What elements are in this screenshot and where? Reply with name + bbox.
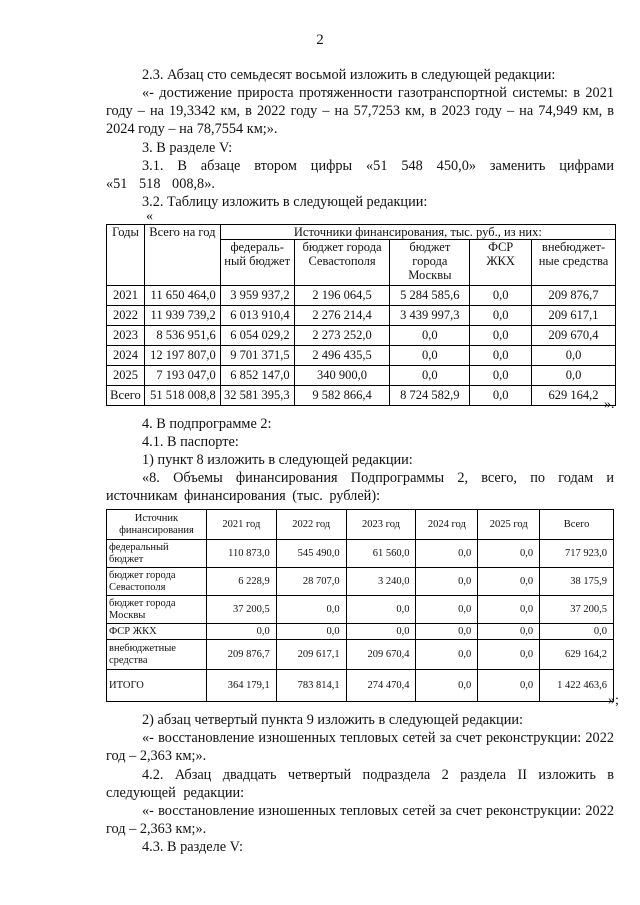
cell-moscow: 3 439 997,3	[390, 306, 470, 326]
cell-total: 0,0	[540, 624, 614, 640]
header-extrabudget: внебюджет- ные средства	[532, 240, 616, 286]
cell-extrabudget: 209 617,1	[532, 306, 616, 326]
table-row-total	[107, 386, 616, 406]
cell-moscow: 0,0	[390, 366, 470, 386]
cell-total: 12 197 807,0	[144, 346, 220, 366]
cell-fsr: 0,0	[470, 326, 532, 346]
header-total: Всего	[540, 510, 614, 540]
cell-source: бюджет города Севастополя	[107, 568, 207, 596]
cell-federal: 6 054 029,2	[220, 326, 294, 346]
cell-sevastopol: 2 276 214,4	[294, 306, 390, 326]
cell-moscow: 5 284 585,6	[390, 286, 470, 306]
table-row	[107, 540, 614, 568]
paragraph-4-2: 4.2. Абзац двадцать четвертый подраздела 2 раздела II изложить в следующей редакции:	[106, 767, 614, 801]
cell-federal: 6 852 147,0	[220, 366, 294, 386]
table-row	[107, 286, 616, 306]
cell-2023: 61 560,0	[346, 540, 416, 568]
cell-2022: 545 490,0	[276, 540, 346, 568]
cell-2025: 0,0	[478, 640, 540, 670]
cell-year: 2022	[107, 306, 145, 326]
cell-2022: 0,0	[276, 624, 346, 640]
paragraph-4: 4. В подпрограмме 2:	[142, 416, 272, 432]
header-federal: федераль- ный бюджет	[220, 240, 294, 286]
cell-2024: 0,0	[416, 640, 478, 670]
cell-2022: 783 814,1	[276, 670, 346, 702]
cell-2024: 0,0	[416, 596, 478, 624]
paragraph-3-1: 3.1. В абзаце втором цифры «51 548 450,0» заменить цифрами «51 518 008,8».	[106, 158, 614, 192]
cell-source: ФСР ЖКХ	[107, 624, 207, 640]
paragraph-4-1-2: 2) абзац четвертый пункта 9 изложить в следующей редакции:	[142, 712, 523, 728]
table-row	[107, 568, 614, 596]
cell-moscow: 8 724 582,9	[390, 386, 470, 406]
cell-2024: 0,0	[416, 568, 478, 596]
table-row	[107, 596, 614, 624]
cell-extrabudget: 629 164,2	[532, 386, 616, 406]
paragraph-quote-a: «- восстановление изношенных тепловых сетей за счет реконструкции: 2022 год – 2,363 км;».	[106, 730, 614, 764]
table-row-total	[107, 670, 614, 702]
cell-2021: 364 179,1	[206, 670, 276, 702]
cell-extrabudget: 209 670,4	[532, 326, 616, 346]
table-row	[107, 306, 616, 326]
financing-table-by-year	[106, 224, 616, 406]
table-row	[107, 624, 614, 640]
header-2023: 2023 год	[346, 510, 416, 540]
cell-2023: 274 470,4	[346, 670, 416, 702]
cell-year: 2025	[107, 366, 145, 386]
paragraph-3-2: 3.2. Таблицу изложить в следующей редакции:	[142, 194, 428, 210]
cell-2021: 6 228,9	[206, 568, 276, 596]
cell-sevastopol: 2 496 435,5	[294, 346, 390, 366]
cell-moscow: 0,0	[390, 346, 470, 366]
cell-2021: 110 873,0	[206, 540, 276, 568]
header-fsr: ФСР ЖКХ	[470, 240, 532, 286]
cell-2025: 0,0	[478, 670, 540, 702]
cell-2024: 0,0	[416, 540, 478, 568]
cell-extrabudget: 0,0	[532, 346, 616, 366]
cell-2025: 0,0	[478, 540, 540, 568]
cell-total: 1 422 463,6	[540, 670, 614, 702]
cell-federal: 9 701 371,5	[220, 346, 294, 366]
close-quote-1: ».	[604, 397, 615, 412]
cell-2022: 209 617,1	[276, 640, 346, 670]
cell-total: 37 200,5	[540, 596, 614, 624]
paragraph-4-1-1: 1) пункт 8 изложить в следующей редакции:	[142, 452, 413, 468]
cell-federal: 6 013 910,4	[220, 306, 294, 326]
cell-moscow: 0,0	[390, 326, 470, 346]
header-moscow: бюджет города Москвы	[390, 240, 470, 286]
cell-total: 51 518 008,8	[144, 386, 220, 406]
header-2021: 2021 год	[206, 510, 276, 540]
header-sevastopol: бюджет города Севастополя	[294, 240, 390, 286]
cell-extrabudget: 0,0	[532, 366, 616, 386]
header-years: Годы	[107, 225, 145, 286]
table-row	[107, 326, 616, 346]
cell-2023: 3 240,0	[346, 568, 416, 596]
cell-source: бюджет города Москвы	[107, 596, 207, 624]
cell-year: 2023	[107, 326, 145, 346]
cell-source: федеральный бюджет	[107, 540, 207, 568]
cell-year: 2024	[107, 346, 145, 366]
paragraph-2-3-body: «- достижение прироста протяженности газотранспортной системы: в 2021 году – на 19,3342 км, в 2022 году – на 57,7253 км, в 2023 году – на 74,949 км, в 2024 году – на 78,7554 км;».	[106, 85, 614, 137]
cell-fsr: 0,0	[470, 286, 532, 306]
cell-2021: 209 876,7	[206, 640, 276, 670]
cell-sevastopol: 340 900,0	[294, 366, 390, 386]
header-2022: 2022 год	[276, 510, 346, 540]
open-quote: «	[146, 209, 153, 224]
paragraph-2-3-heading: 2.3. Абзац сто семьдесят восьмой изложить в следующей редакции:	[142, 67, 556, 83]
header-source: Источник финансирования	[107, 510, 207, 540]
table-row	[107, 640, 614, 670]
paragraph-4-1: 4.1. В паспорте:	[142, 434, 239, 450]
cell-source: ИТОГО	[107, 670, 207, 702]
page-number: 2	[316, 32, 324, 48]
cell-fsr: 0,0	[470, 306, 532, 326]
close-quote-2: »;	[608, 693, 619, 708]
cell-2025: 0,0	[478, 624, 540, 640]
header-2024: 2024 год	[416, 510, 478, 540]
cell-total: 11 939 739,2	[144, 306, 220, 326]
paragraph-quote-b: «- восстановление изношенных тепловых сетей за счет реконструкции: 2022 год – 2,363 км;».	[106, 803, 614, 837]
cell-extrabudget: 209 876,7	[532, 286, 616, 306]
cell-2023: 209 670,4	[346, 640, 416, 670]
cell-federal: 3 959 937,2	[220, 286, 294, 306]
cell-2025: 0,0	[478, 596, 540, 624]
cell-2025: 0,0	[478, 568, 540, 596]
table-row	[107, 366, 616, 386]
cell-2021: 37 200,5	[206, 596, 276, 624]
paragraph-8-financing: «8. Объемы финансирования Подпрограммы 2, всего, по годам и источникам финансирования (тыс. рублей):	[106, 470, 614, 504]
table-row	[107, 346, 616, 366]
cell-2022: 28 707,0	[276, 568, 346, 596]
header-2025: 2025 год	[478, 510, 540, 540]
header-sources: Источники финансирования, тыс. руб., из них:	[220, 225, 615, 240]
cell-2021: 0,0	[206, 624, 276, 640]
cell-fsr: 0,0	[470, 386, 532, 406]
cell-2024: 0,0	[416, 670, 478, 702]
header-total-per-year: Всего на год	[144, 225, 220, 286]
paragraph-3: 3. В разделе V:	[142, 140, 233, 156]
cell-federal: 32 581 395,3	[220, 386, 294, 406]
cell-total: 7 193 047,0	[144, 366, 220, 386]
cell-year: Всего	[107, 386, 145, 406]
cell-sevastopol: 9 582 866,4	[294, 386, 390, 406]
cell-2023: 0,0	[346, 624, 416, 640]
cell-2023: 0,0	[346, 596, 416, 624]
cell-fsr: 0,0	[470, 366, 532, 386]
financing-table-by-source	[106, 509, 614, 702]
cell-total: 717 923,0	[540, 540, 614, 568]
cell-fsr: 0,0	[470, 346, 532, 366]
paragraph-4-3: 4.3. В разделе V:	[142, 839, 243, 855]
cell-total: 11 650 464,0	[144, 286, 220, 306]
cell-total: 8 536 951,6	[144, 326, 220, 346]
cell-year: 2021	[107, 286, 145, 306]
cell-total: 629 164,2	[540, 640, 614, 670]
cell-2024: 0,0	[416, 624, 478, 640]
cell-2022: 0,0	[276, 596, 346, 624]
cell-sevastopol: 2 273 252,0	[294, 326, 390, 346]
cell-source: внебюджетные средства	[107, 640, 207, 670]
cell-total: 38 175,9	[540, 568, 614, 596]
cell-sevastopol: 2 196 064,5	[294, 286, 390, 306]
